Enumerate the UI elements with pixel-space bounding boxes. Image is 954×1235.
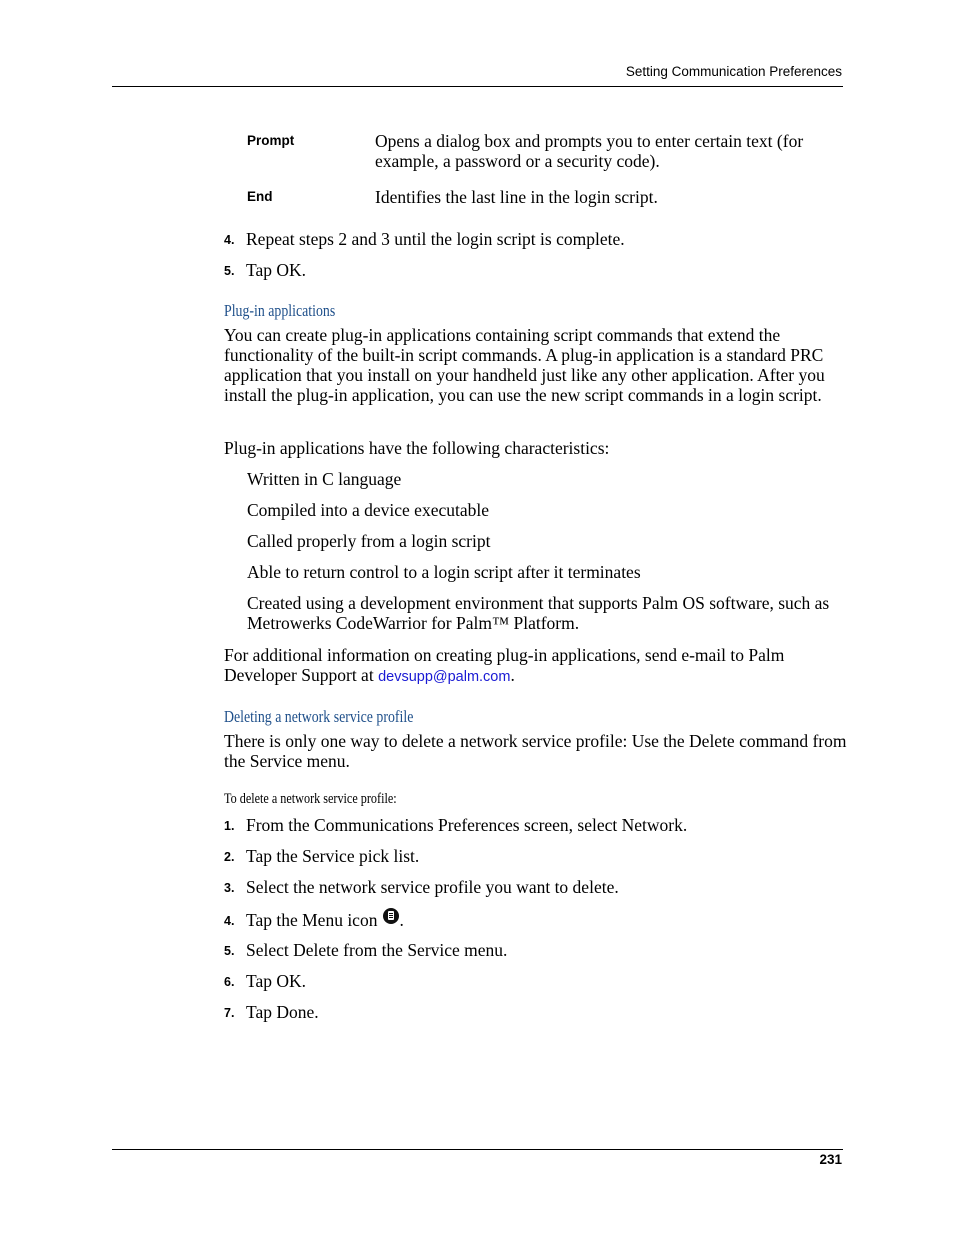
header-rule — [112, 86, 843, 87]
list-item: Written in C language — [247, 469, 402, 489]
footer-rule — [112, 1149, 843, 1150]
definition-desc-end: Identifies the last line in the login script. — [375, 187, 658, 207]
delete-intro-paragraph: There is only one way to delete a network service profile: Use the Delete command from the Service menu. — [224, 731, 847, 771]
email-link[interactable]: devsupp@palm.com — [378, 669, 511, 685]
section-heading-delete: Deleting a network service profile — [224, 707, 414, 726]
step-item — [224, 940, 507, 961]
step-item — [224, 229, 625, 250]
step-number: 6. — [224, 975, 235, 989]
step-number: 1. — [224, 819, 235, 833]
step-text: Select Delete from the Service menu. — [246, 940, 508, 960]
procedure-heading: To delete a network service profile: — [224, 791, 397, 807]
step-number: 2. — [224, 850, 235, 864]
step-number: 5. — [224, 944, 235, 958]
list-item: Compiled into a device executable — [247, 500, 489, 520]
page-number: 231 — [819, 1152, 842, 1167]
list-item: Able to return control to a login script after it terminates — [247, 562, 641, 582]
step-number: 3. — [224, 881, 235, 895]
more-info-paragraph — [224, 645, 849, 687]
step-text: Tap the Service pick list. — [246, 846, 420, 866]
step-number: 4. — [224, 233, 235, 247]
step-text: Tap OK. — [246, 260, 307, 280]
step-number: 7. — [224, 1006, 235, 1020]
step-item — [224, 908, 404, 931]
step-item — [224, 815, 687, 836]
step-text: Tap Done. — [246, 1002, 319, 1022]
step-item — [224, 877, 619, 898]
section-heading-plugin: Plug-in applications — [224, 301, 336, 320]
step-item — [224, 971, 306, 992]
more-info-text: For additional information on creating plug-in applications, send e-mail to Palm Developer Support at — [224, 645, 785, 685]
menu-icon — [383, 908, 399, 924]
definition-term-prompt: Prompt — [247, 133, 295, 148]
step-text: Select the network service profile you want to delete. — [246, 877, 619, 897]
step-item — [224, 1002, 319, 1023]
more-info-end: . — [510, 665, 515, 685]
step-item — [224, 260, 306, 281]
step-text: Tap the Menu icon — [246, 910, 378, 930]
step-item — [224, 846, 419, 867]
step-number: 5. — [224, 264, 235, 278]
list-item: Called properly from a login script — [247, 531, 491, 551]
step-text: Repeat steps 2 and 3 until the login script is complete. — [246, 229, 625, 249]
plugin-intro-paragraph: You can create plug-in applications containing script commands that extend the functionality of the built-in script commands. A plug-in application is a standard PRC application that you install on your handheld just like any other application. After you install the plug-in application, you can use the new script commands in a login script. — [224, 325, 825, 405]
step-text: Tap OK. — [246, 971, 307, 991]
characteristics-intro: Plug-in applications have the following characteristics: — [224, 438, 610, 458]
step-suffix: . — [399, 910, 404, 930]
definition-desc-prompt: Opens a dialog box and prompts you to enter certain text (for example, a password or a security code). — [375, 131, 804, 171]
definition-term-end: End — [247, 189, 273, 204]
list-item: Created using a development environment that supports Palm OS software, such as Metrowerks CodeWarrior for Palm™ Platform. — [247, 593, 830, 633]
step-text: From the Communications Preferences screen, select Network. — [246, 815, 688, 835]
step-number: 4. — [224, 914, 235, 928]
running-header: Setting Communication Preferences — [625, 64, 842, 79]
